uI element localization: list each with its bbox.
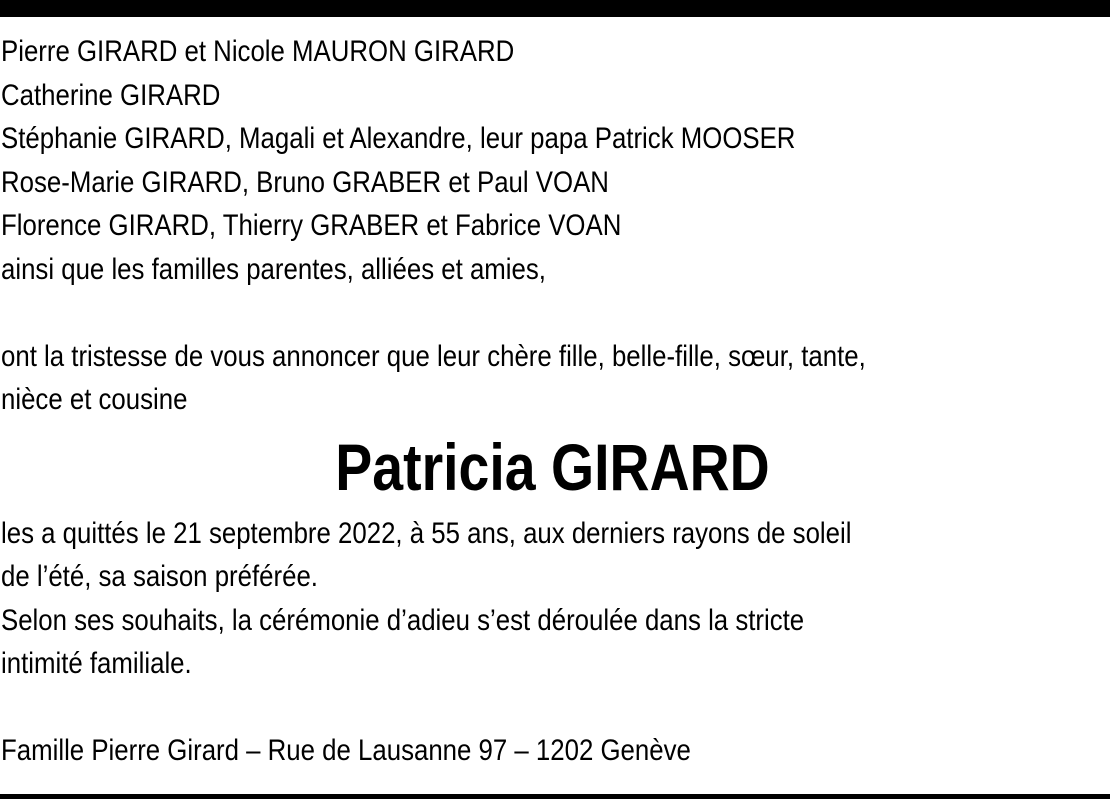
deceased-name: Patricia GIRARD bbox=[335, 429, 770, 504]
details-line: Selon ses souhaits, la cérémonie d’adieu s’est déroulée dans la stricte bbox=[1, 603, 805, 637]
details-line: intimité familiale. bbox=[1, 647, 192, 680]
paragraph-gap bbox=[1, 291, 1106, 335]
family-line: Florence GIRARD, Thierry GRABER et Fabrice VOAN bbox=[1, 209, 622, 242]
family-line: Stéphanie GIRARD, Magali et Alexandre, leur papa Patrick MOOSER bbox=[1, 122, 796, 155]
family-line: ainsi que les familles parentes, alliées et amies, bbox=[1, 252, 546, 286]
family-line: Pierre GIRARD et Nicole MAURON GIRARD bbox=[1, 35, 515, 68]
details-line: les a quittés le 21 septembre 2022, à 55 ans, aux derniers rayons de soleil bbox=[1, 516, 852, 550]
announcement-line: ont la tristesse de vous annoncer que leur chère fille, belle-fille, sœur, tante, bbox=[1, 339, 866, 373]
details-line: de l’été, sa saison préférée. bbox=[1, 560, 318, 593]
family-address: Famille Pierre Girard – Rue de Lausanne 97 – 1202 Genève bbox=[1, 734, 691, 767]
bottom-border-rule bbox=[0, 794, 1110, 799]
family-line: Rose-Marie GIRARD, Bruno GRABER et Paul VOAN bbox=[1, 165, 609, 199]
top-border-rule bbox=[0, 0, 1110, 17]
details-text bbox=[1, 512, 1106, 686]
paragraph-gap bbox=[1, 686, 1106, 730]
family-line: Catherine GIRARD bbox=[1, 78, 221, 112]
announcement-text bbox=[1, 335, 1106, 422]
family-list bbox=[1, 30, 1106, 291]
obituary-notice bbox=[1, 30, 1106, 773]
announcement-line: nièce et cousine bbox=[1, 383, 188, 416]
